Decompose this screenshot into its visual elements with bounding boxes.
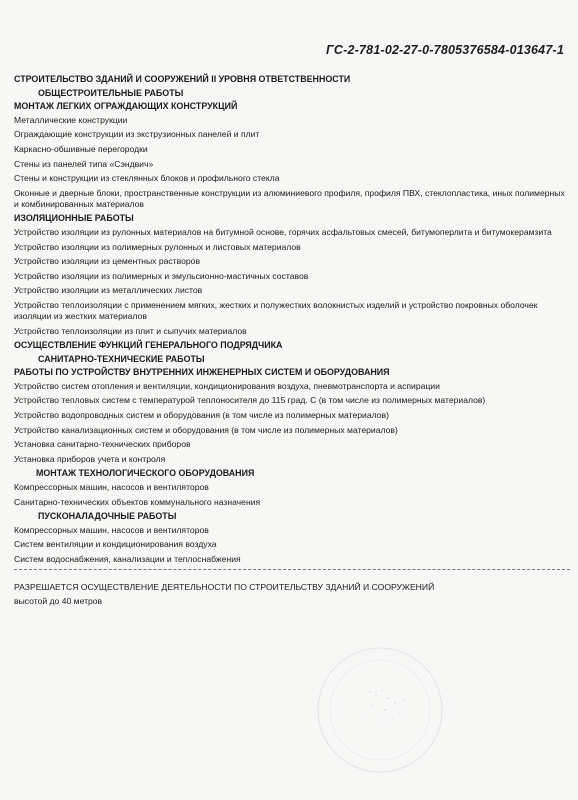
activity-item: Стены из панелей типа «Сэндвич»: [14, 158, 154, 169]
section-heading: ОСУЩЕСТВЛЕНИЕ ФУНКЦИЙ ГЕНЕРАЛЬНОГО ПОДРЯДЧИКА: [14, 340, 283, 351]
activity-item: Установка приборов учета и контроля: [14, 453, 166, 464]
activity-item: Установка санитарно-технических приборов: [14, 439, 191, 450]
permission-heading: РАЗРЕШАЕТСЯ ОСУЩЕСТВЛЕНИЕ ДЕЯТЕЛЬНОСТИ ПО СТРОИТЕЛЬСТВУ ЗДАНИЙ И СООРУЖЕНИЙ: [14, 581, 435, 592]
section-heading: ИЗОЛЯЦИОННЫЕ РАБОТЫ: [14, 213, 134, 224]
activity-item: Санитарно-технических объектов коммунального назначения: [14, 496, 261, 507]
document-number: ГС-2-781-02-27-0-7805376584-013647-1: [326, 43, 564, 57]
section-heading: МОНТАЖ ЛЕГКИХ ОГРАЖДАЮЩИХ КОНСТРУКЦИЙ: [14, 101, 238, 112]
activity-item: Систем вентиляции и кондиционирования воздуха: [14, 539, 217, 550]
activity-list: [14, 74, 570, 565]
permission-detail: высотой до 40 метров: [14, 596, 103, 607]
section-heading: ПУСКОНАЛАДОЧНЫЕ РАБОТЫ: [38, 511, 177, 522]
activity-item: Устройство изоляции из рулонных материалов на битумной основе, горячих асфальтовых смесей, битумоперлита и битумокерамзита: [14, 226, 552, 237]
activity-item: Устройство канализационных систем и оборудования (в том числе из полимерных материалов): [14, 424, 398, 435]
activity-item: Компрессорных машин, насосов и вентиляторов: [14, 482, 209, 493]
activity-item: Металлические конструкции: [14, 114, 128, 125]
activity-item: Каркасно-обшивные перегородки: [14, 143, 148, 154]
activity-item: Устройство теплоизоляции с применением мягких, жестких и полужестких волокнистых изделий и устройство покровных оболочек изоляции из жестких материалов: [14, 299, 538, 321]
activity-item: Ограждающие конструкции из экструзионных панелей и плит: [14, 129, 260, 140]
faint-stamp-mark: [300, 640, 460, 780]
activity-item: Устройство систем отопления и вентиляции, кондиционирования воздуха, пневмотранспорта и аспирации: [14, 380, 440, 391]
activity-item: Устройство изоляции из полимерных и эмульсионно-мастичных составов: [14, 270, 309, 281]
activity-item: Устройство изоляции из металлических листов: [14, 285, 203, 296]
activity-item: Оконные и дверные блоки, пространственные конструкции из алюминиевого профиля, профиля ПВХ, стеклопластика, иных полимерных и комбинированных материалов: [14, 187, 565, 209]
document-body: [14, 74, 570, 611]
activity-item: Устройство теплоизоляции из плит и сыпучих материалов: [14, 325, 247, 336]
activity-item: Стены и конструкции из стеклянных блоков и профильного стекла: [14, 173, 280, 184]
section-heading: ОБЩЕСТРОИТЕЛЬНЫЕ РАБОТЫ: [38, 87, 184, 98]
section-heading: САНИТАРНО-ТЕХНИЧЕСКИЕ РАБОТЫ: [38, 353, 205, 364]
activity-item: Устройство изоляции из цементных растворов: [14, 256, 201, 267]
section-heading: РАБОТЫ ПО УСТРОЙСТВУ ВНУТРЕННИХ ИНЖЕНЕРНЫХ СИСТЕМ И ОБОРУДОВАНИЯ: [14, 367, 390, 378]
section-heading: СТРОИТЕЛЬСТВО ЗДАНИЙ И СООРУЖЕНИЙ II УРОВНЯ ОТВЕТСТВЕННОСТИ: [14, 74, 351, 84]
activity-item: Компрессорных машин, насосов и вентиляторов: [14, 524, 209, 535]
dashed-separator: [14, 569, 570, 570]
activity-item: Устройство тепловых систем с температурой теплоносителя до 115 град. С (в том числе из полимерных материалов): [14, 395, 486, 406]
activity-item: Устройство водопроводных систем и оборудования (в том числе из полимерных материалов): [14, 410, 389, 421]
section-heading: МОНТАЖ ТЕХНОЛОГИЧЕСКОГО ОБОРУДОВАНИЯ: [36, 468, 255, 479]
activity-item: Устройство изоляции из полимерных рулонных и листовых материалов: [14, 241, 301, 252]
activity-item: Систем водоснабжения, канализации и теплоснабжения: [14, 554, 241, 564]
